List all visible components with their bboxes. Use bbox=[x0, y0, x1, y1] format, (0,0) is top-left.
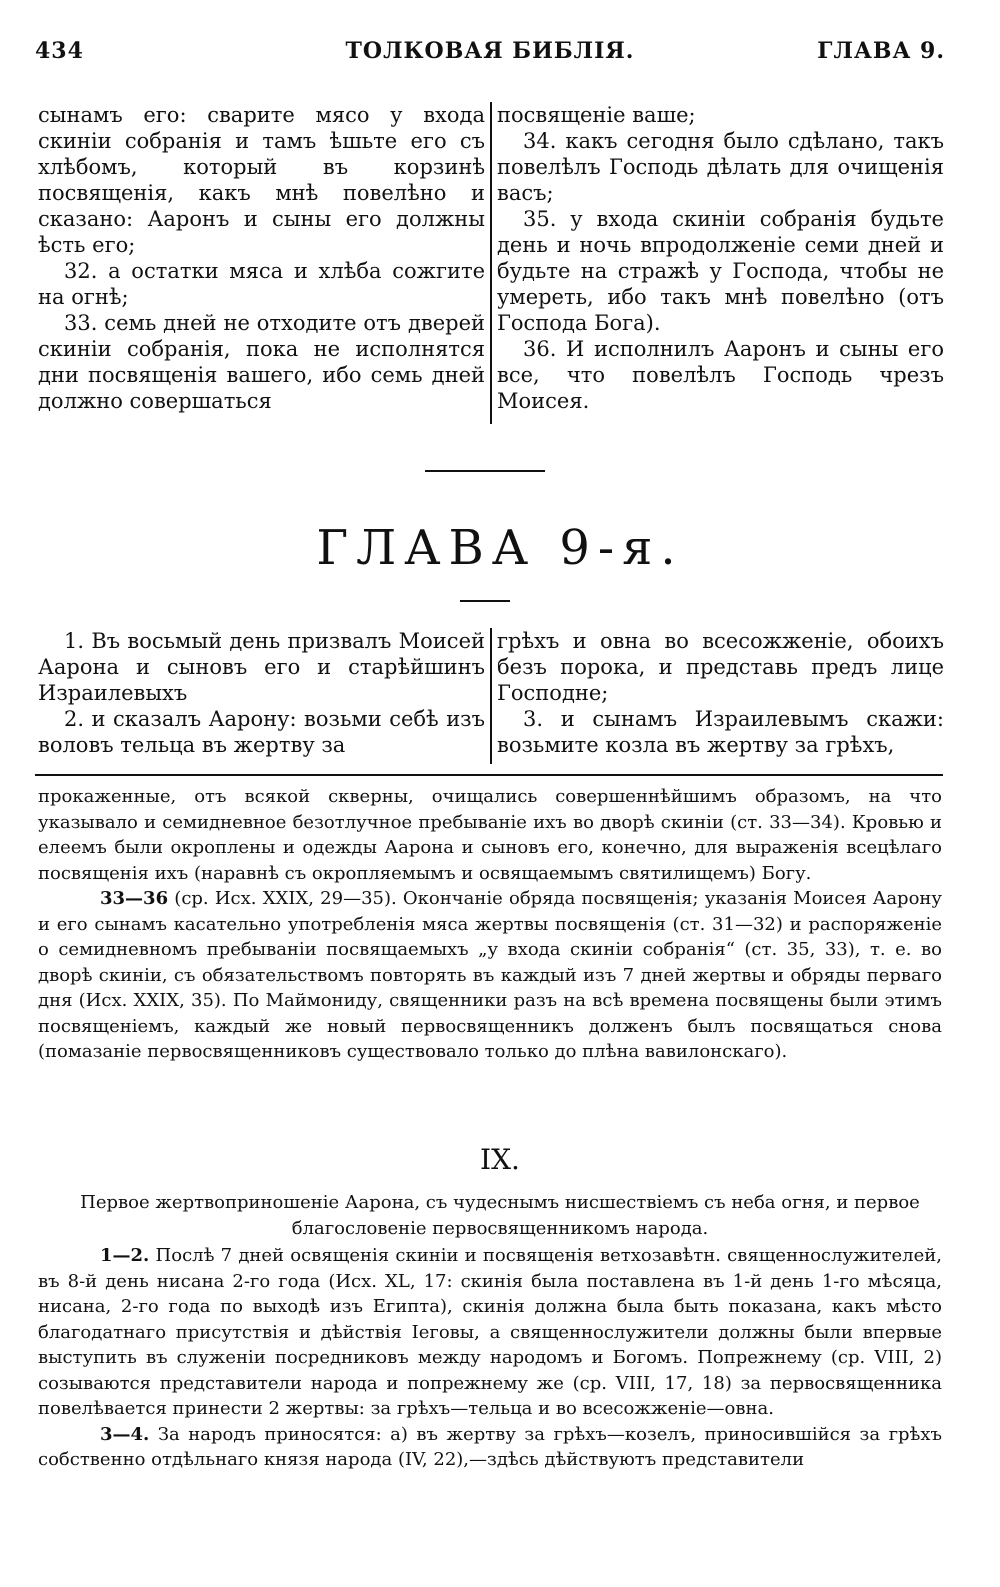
page-header bbox=[35, 38, 945, 72]
commentary-text: За народъ приносятся: а) въ жертву за грѣхъ—козелъ, приносившійся за грѣхъ собственно отдѣльнаго князя народа (IV, 22),—здѣсь дѣйствуютъ представители bbox=[38, 1423, 942, 1470]
scripture-verse: 2. и сказалъ Аарону: возьми себѣ изъ воловъ тельца въ жертву за bbox=[38, 707, 485, 757]
separator-rule bbox=[425, 470, 545, 472]
scripture-verse: 1. Въ восьмый день призвалъ Моисей Аарона и сыновъ его и старѣйшинъ Израилевыхъ bbox=[38, 629, 485, 705]
commentary-paragraph bbox=[38, 1243, 942, 1422]
scripture-column-left bbox=[38, 102, 485, 414]
commentary-top bbox=[38, 784, 942, 1065]
commentary-rule bbox=[35, 774, 943, 776]
commentary-text: прокаженные, отъ всякой скверны, очищались совершеннѣйшимъ образомъ, на что указывало и семидневное безотлучное пребываніе ихъ во дворѣ скиніи (ст. 33—34). Кровью и елеемъ были окроплены и одежды Аарона и сыновъ его, конечно, для выраженія всецѣлаго посвященія ихъ (наравнѣ съ окропляемымъ и освящаемымъ святилищемъ) Богу. bbox=[38, 786, 942, 884]
commentary-paragraph bbox=[38, 1422, 942, 1473]
scripture-verse: грѣхъ и овна во всесожженіе, обоихъ безъ порока, и представь предъ лице Господне; bbox=[497, 629, 944, 705]
section-title: Первое жертвоприношеніе Аарона, съ чудеснымъ нисшествіемъ съ неба огня, и первое благословеніе первосвященникомъ народа. bbox=[80, 1192, 920, 1239]
scripture-column-left bbox=[38, 628, 485, 758]
commentary-text: (ср. Исх. XXIX, 29—35). Окончаніе обряда посвященія; указанія Моисея Аарону и его сынамъ касательно употребленія мяса жертвы посвященія (ст. 31—32) и распоряженіе о семидневномъ пребываніи посвящаемыхъ „у входа скиніи собранія“ (ст. 35, 33), т. е. во дворѣ скиніи, съ обязательствомъ повторять въ каждый изъ 7 дней жертвы и обряды перваго дня (Исх. XXIX, 35). По Маймониду, священники разъ на всѣ времена посвящены были этимъ посвященіемъ, каждый же новый первосвященникъ долженъ былъ посвящаться снова (помазаніе первосвященниковъ существовало только до плѣна вавилонскаго). bbox=[38, 888, 942, 1062]
section-number: IX. bbox=[480, 1143, 520, 1176]
scripture-verse: 34. какъ сегодня было сдѣлано, такъ повелѣлъ Господь дѣлать для очищенія васъ; bbox=[497, 129, 944, 205]
scripture-verse: 36. И исполнилъ Ааронъ и сыны его все, что повелѣлъ Господь чрезъ Моисея. bbox=[497, 337, 944, 413]
scripture-columns-chapter bbox=[38, 628, 942, 764]
commentary-bottom bbox=[38, 1243, 942, 1473]
scripture-verse: сынамъ его: сварите мясо у входа скиніи собранія и тамъ ѣшьте его съ хлѣбомъ, который въ корзинѣ посвященія, какъ мнѣ повелѣно и сказано: Ааронъ и сыны его должны ѣсть его; bbox=[38, 103, 485, 257]
commentary-text: Послѣ 7 дней освященія скиніи и посвященія ветхозавѣтн. священнослужителей, въ 8-й день нисана 2-го года (Исх. XL, 17: скинія была поставлена въ 1-й день 1-го мѣсяца, нисана, 2-го года по выходѣ изъ Египта), скинія должна была быть показана, какъ мѣсто благодатнаго присутствія и дѣйствія Іеговы, а священнослужители должны были впервые выступить въ служеніи посредниковъ между народомъ и Богомъ. Попрежнему (ср. VIII, 2) созываются представители народа и попрежнему же (ср. VIII, 17, 18) за первосвященника повелѣвается принести 2 жертвы: за грѣхъ—тельца и во всесожженіе—овна. bbox=[38, 1245, 942, 1419]
scripture-column-right bbox=[497, 628, 944, 758]
verse-ref: 3—4. bbox=[100, 1423, 150, 1445]
page-number: 434 bbox=[35, 38, 84, 64]
scripture-verse: 32. а остатки мяса и хлѣба сожгите на огнѣ; bbox=[38, 259, 485, 309]
column-divider bbox=[490, 102, 492, 424]
chapter-label: ГЛАВА 9. bbox=[817, 38, 945, 64]
scripture-verse: 35. у входа скиніи собранія будьте день и ночь впродолженіе семи дней и будьте на стражѣ у Господа, чтобы не умереть, ибо такъ мнѣ повелѣно (отъ Господа Бога). bbox=[497, 207, 944, 335]
scripture-verse: посвященіе ваше; bbox=[497, 103, 696, 127]
scripture-columns-top bbox=[38, 102, 942, 424]
commentary-paragraph bbox=[38, 784, 942, 886]
column-divider bbox=[490, 628, 492, 764]
scripture-column-right bbox=[497, 102, 944, 414]
scripture-verse: 3. и сынамъ Израилевымъ скажи: возьмите козла въ жертву за грѣхъ, bbox=[497, 707, 944, 757]
separator-rule bbox=[460, 600, 510, 602]
commentary-paragraph bbox=[38, 886, 942, 1065]
chapter-heading: ГЛАВА 9-я. bbox=[316, 520, 684, 576]
scripture-verse: 33. семь дней не отходите отъ дверей скиніи собранія, пока не исполнятся дни посвященія вашего, ибо семь дней должно совершаться bbox=[38, 311, 485, 413]
verse-ref: 33—36 bbox=[100, 888, 169, 909]
running-title: ТОЛКОВАЯ БИБЛІЯ. bbox=[345, 38, 635, 64]
verse-ref: 1—2. bbox=[100, 1245, 150, 1266]
